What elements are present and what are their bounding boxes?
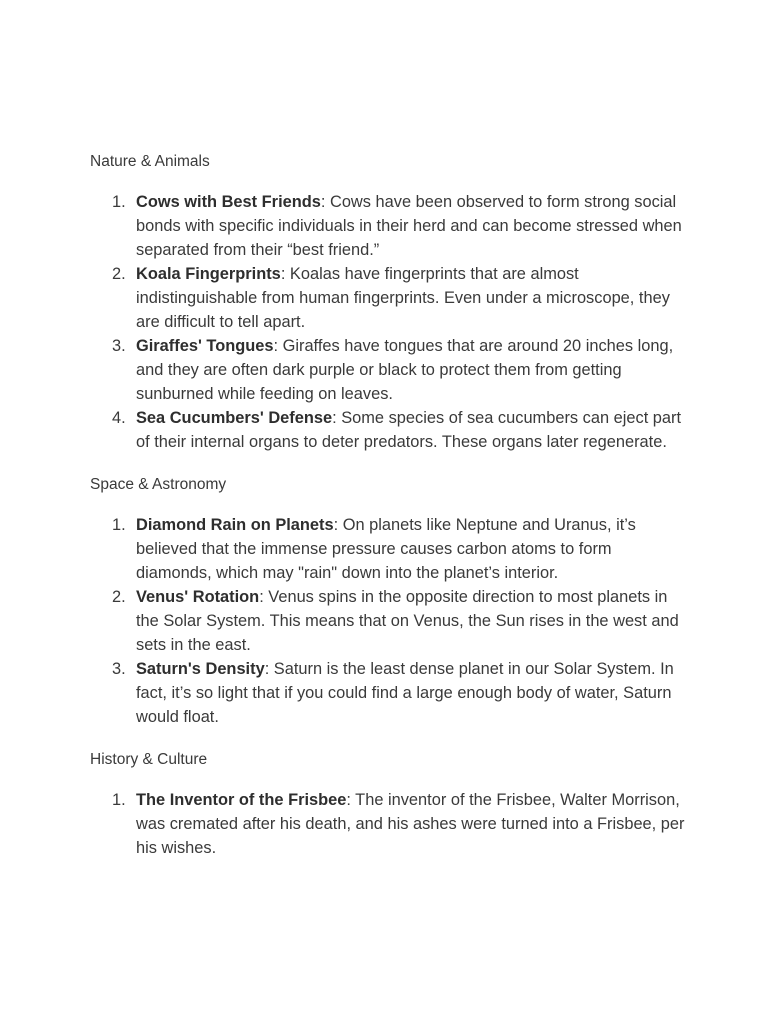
fact-text: : The inventor of the Frisbee, Walter Morrison, was cremated after his death, and his ashes were turned into a Frisbee, per his wishes.: [136, 791, 685, 857]
list-number: 4.: [112, 409, 126, 427]
fact-title: Venus' Rotation: [136, 588, 260, 606]
fact-title: Cows with Best Friends: [136, 193, 321, 211]
list-item: [90, 334, 690, 406]
document-content: [90, 151, 690, 860]
list-item: [90, 585, 690, 657]
fact-text: : Cows have been observed to form strong social bonds with specific individuals in their herd and can become stressed when separated from their “best friend.”: [136, 193, 682, 259]
list-item: [90, 657, 690, 729]
fact-list: [90, 788, 690, 860]
list-item: [90, 190, 690, 262]
fact-title: Giraffes' Tongues: [136, 337, 274, 355]
list-number: 2.: [112, 265, 126, 283]
fact-text: : Venus spins in the opposite direction to most planets in the Solar System. This means that on Venus, the Sun rises in the west and sets in the east.: [136, 588, 679, 654]
list-item: [90, 788, 690, 860]
fact-title: Koala Fingerprints: [136, 265, 281, 283]
list-number: 1.: [112, 516, 126, 534]
list-number: 2.: [112, 588, 126, 606]
list-item: [90, 513, 690, 585]
fact-text: : On planets like Neptune and Uranus, it’s believed that the immense pressure causes carbon atoms to form diamonds, which may "rain" down into the planet’s interior.: [136, 516, 636, 582]
list-number: 3.: [112, 337, 126, 355]
section-heading: History & Culture: [90, 751, 208, 768]
fact-text: : Some species of sea cucumbers can eject part of their internal organs to deter predators. These organs later regenerate.: [136, 409, 682, 451]
section-heading: Space & Astronomy: [90, 476, 227, 493]
fact-title: Diamond Rain on Planets: [136, 516, 334, 534]
fact-text: : Koalas have fingerprints that are almost indistinguishable from human fingerprints. Even under a microscope, they are difficult to tell apart.: [136, 265, 670, 331]
fact-list: [90, 513, 690, 729]
list-item: [90, 406, 690, 454]
fact-title: The Inventor of the Frisbee: [136, 791, 347, 809]
list-number: 3.: [112, 660, 126, 678]
fact-text: : Saturn is the least dense planet in our Solar System. In fact, it’s so light that if you could find a large enough body of water, Saturn would float.: [136, 660, 674, 726]
section-nature-animals: [90, 151, 690, 454]
list-number: 1.: [112, 193, 126, 211]
fact-title: Sea Cucumbers' Defense: [136, 409, 333, 427]
section-history-culture: [90, 749, 690, 860]
fact-title: Saturn's Density: [136, 660, 265, 678]
section-space-astronomy: [90, 474, 690, 729]
list-number: 1.: [112, 791, 126, 809]
list-item: [90, 262, 690, 334]
fact-list: [90, 190, 690, 454]
fact-text: : Giraffes have tongues that are around 20 inches long, and they are often dark purple or black to protect them from getting sunburned while feeding on leaves.: [136, 337, 674, 403]
section-heading: Nature & Animals: [90, 153, 210, 170]
